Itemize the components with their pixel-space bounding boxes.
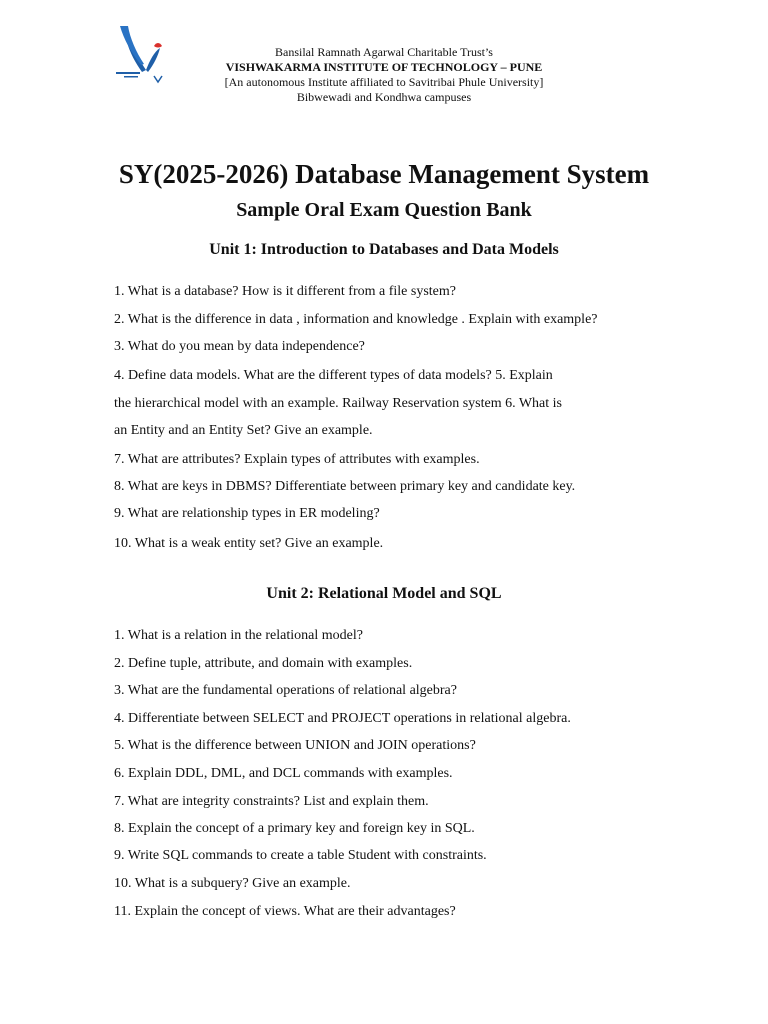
unit1-question: the hierarchical model with an example. Railway Reservation system 6. What is (114, 396, 562, 411)
unit1-question: 9. What are relationship types in ER modeling? (114, 506, 380, 521)
affiliation: [An autonomous Institute affiliated to Savitribai Phule University] (224, 75, 544, 89)
unit1-question: 4. Define data models. What are the different types of data models? 5. Explain (114, 368, 553, 383)
unit1-question: 1. What is a database? How is it different from a file system? (114, 284, 456, 299)
unit1-question: 3. What do you mean by data independence? (114, 339, 365, 354)
unit2-question: 7. What are integrity constraints? List and explain them. (114, 794, 429, 809)
institute-name: VISHWAKARMA INSTITUTE OF TECHNOLOGY – PUNE (225, 60, 543, 74)
unit2-question: 1. What is a relation in the relational model? (114, 628, 363, 643)
unit2-question: 3. What are the fundamental operations of relational algebra? (114, 683, 457, 698)
page-subtitle: Sample Oral Exam Question Bank (236, 199, 532, 221)
unit2-heading: Unit 2: Relational Model and SQL (266, 585, 502, 602)
institute-header (150, 45, 618, 105)
campuses: Bibwewadi and Kondhwa campuses (296, 90, 472, 104)
unit2-question: 5. What is the difference between UNION and JOIN operations? (114, 738, 476, 753)
unit2-question: 4. Differentiate between SELECT and PROJECT operations in relational algebra. (114, 711, 571, 726)
unit1-question: 10. What is a weak entity set? Give an example. (114, 536, 384, 551)
page-title: SY(2025-2026) Database Management System (118, 159, 650, 189)
unit2-question: 10. What is a subquery? Give an example. (114, 876, 351, 891)
unit1-question: 8. What are keys in DBMS? Differentiate between primary key and candidate key. (114, 479, 576, 494)
unit2-question: 6. Explain DDL, DML, and DCL commands with examples. (114, 766, 453, 781)
unit1-heading: Unit 1: Introduction to Databases and Data Models (209, 241, 559, 258)
unit1-question: 7. What are attributes? Explain types of attributes with examples. (114, 452, 480, 467)
unit1-question: 2. What is the difference in data , information and knowledge . Explain with example? (114, 312, 598, 327)
unit1-question: an Entity and an Entity Set? Give an example. (114, 423, 373, 438)
unit2-question: 8. Explain the concept of a primary key and foreign key in SQL. (114, 821, 475, 836)
unit2-question: 2. Define tuple, attribute, and domain with examples. (114, 656, 413, 671)
trust-name: Bansilal Ramnath Agarwal Charitable Trust’s (275, 45, 493, 59)
unit2-question: 11. Explain the concept of views. What are their advantages? (114, 904, 456, 919)
unit2-question: 9. Write SQL commands to create a table Student with constraints. (114, 848, 487, 863)
